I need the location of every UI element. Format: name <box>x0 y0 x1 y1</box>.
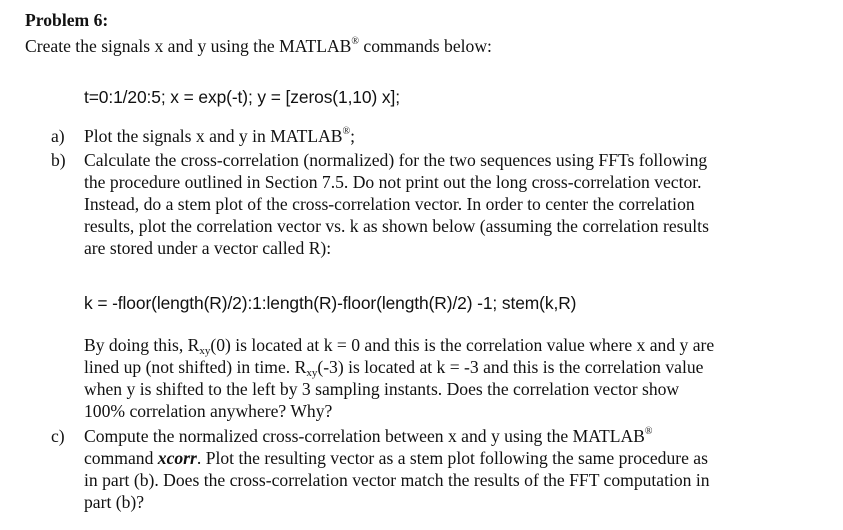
registered-mark: ® <box>342 126 351 137</box>
registered-mark: ® <box>644 426 653 437</box>
part-c-line: in part (b). Does the cross-correlation vector match the results of the FFT computation in <box>84 470 710 490</box>
followup-line: 100% correlation anywhere? Why? <box>84 401 333 421</box>
followup-line <box>84 334 810 356</box>
part-b-marker: b) <box>51 150 66 170</box>
part-b-followup-text <box>84 334 810 422</box>
part-b-line: Calculate the cross-correlation (normalized) for the two sequences using FFTs following <box>84 150 708 170</box>
part-a-marker: a) <box>51 126 65 146</box>
part-c-line <box>84 425 810 447</box>
followup-text: (0) is located at k = 0 and this is the correlation value where x and y are <box>210 335 715 355</box>
part-c-line: part (b)? <box>84 492 145 512</box>
followup-line: when y is shifted to the left by 3 sampling instants. Does the correlation vector show <box>84 379 680 399</box>
part-a-line: Plot the signals x and y in MATLAB <box>84 126 343 146</box>
followup-text: By doing this, R <box>84 335 200 355</box>
subscript-xy: xy <box>306 367 318 379</box>
intro-text: Create the signals x and y using the MATLAB <box>25 36 352 56</box>
part-c-line <box>84 447 810 469</box>
followup-line <box>84 356 810 378</box>
part-b-line: Instead, do a stem plot of the cross-correlation vector. In order to center the correlation <box>84 194 695 214</box>
xcorr-command: xcorr <box>157 448 197 468</box>
subscript-xy: xy <box>199 345 211 357</box>
registered-mark: ® <box>351 36 360 47</box>
part-c-marker: c) <box>51 426 65 446</box>
part-c-text-segment: . Plot the resulting vector as a stem plot following the same procedure as <box>196 448 708 468</box>
part-a-line-end: ; <box>350 126 356 146</box>
matlab-code-signals: t=0:1/20:5; x = exp(-t); y = [zeros(1,10) x]; <box>84 87 400 107</box>
followup-text: (-3) is located at k = -3 and this is the correlation value <box>317 357 704 377</box>
part-c-text-segment: Compute the normalized cross-correlation between x and y using the MATLAB <box>84 426 645 446</box>
part-b-line: results, plot the correlation vector vs. k as shown below (assuming the correlation results <box>84 216 709 236</box>
followup-text: lined up (not shifted) in time. R <box>84 357 307 377</box>
problem-title: Problem 6: <box>25 10 109 30</box>
intro-text-end: commands below: <box>359 36 492 56</box>
matlab-code-stem: k = -floor(length(R)/2):1:length(R)-floor(length(R)/2) -1; stem(k,R) <box>84 293 577 313</box>
part-c-text-segment: command <box>84 448 158 468</box>
problem-intro <box>25 35 492 57</box>
part-c-text <box>84 425 810 513</box>
part-b-text <box>84 149 810 259</box>
part-b-line: are stored under a vector called R): <box>84 238 332 258</box>
part-b-line: the procedure outlined in Section 7.5. Do not print out the long cross-correlation vector. <box>84 172 702 192</box>
part-a-text <box>84 125 810 147</box>
